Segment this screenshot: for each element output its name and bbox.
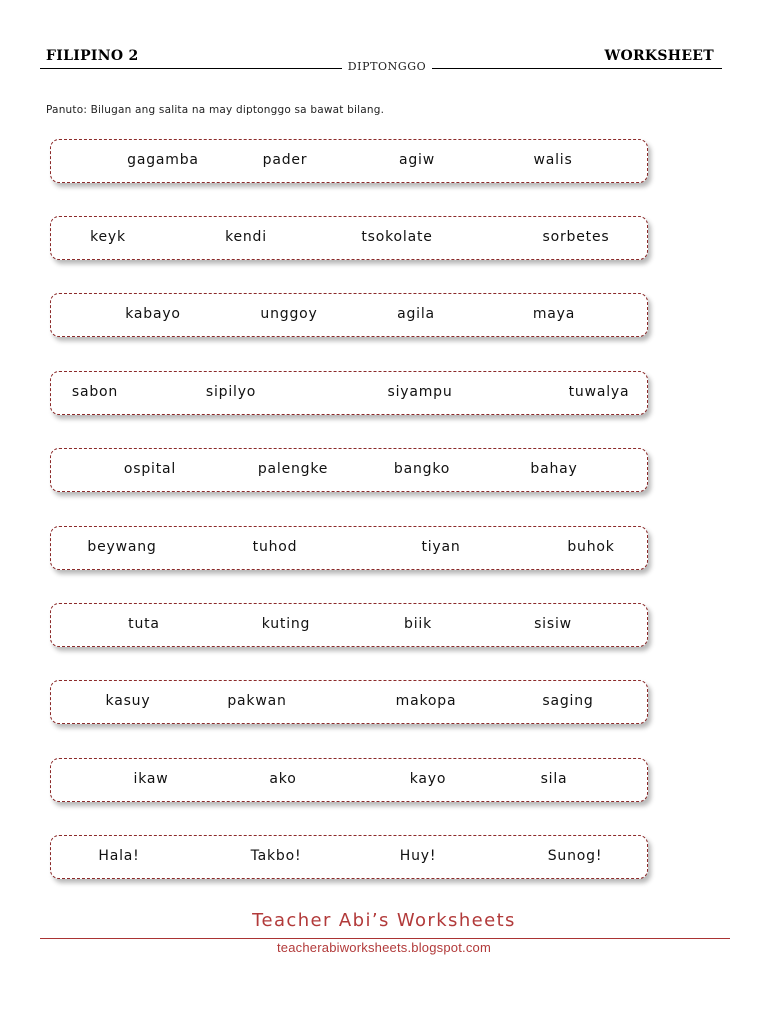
word-row-1 bbox=[50, 139, 648, 183]
header-divider-left bbox=[40, 68, 342, 69]
word-choice[interactable]: gagamba bbox=[127, 152, 199, 168]
word-row-7 bbox=[50, 603, 648, 647]
word-choice[interactable]: kuting bbox=[261, 616, 311, 632]
word-choice[interactable]: kendi bbox=[225, 229, 267, 245]
word-choice[interactable]: sisiw bbox=[534, 616, 572, 632]
word-choice[interactable]: kabayo bbox=[125, 306, 181, 322]
word-choice[interactable]: Hala! bbox=[98, 848, 140, 864]
word-choice[interactable]: pader bbox=[262, 152, 308, 168]
word-row-3 bbox=[50, 293, 648, 337]
word-choice[interactable]: tuwalya bbox=[568, 384, 630, 400]
word-choice[interactable]: unggoy bbox=[260, 306, 318, 322]
header-worksheet-label: WORKSHEET bbox=[604, 48, 714, 64]
word-choice[interactable]: agiw bbox=[398, 152, 436, 168]
word-choice[interactable]: saging bbox=[542, 693, 594, 709]
word-choice[interactable]: kasuy bbox=[105, 693, 151, 709]
word-row-8 bbox=[50, 680, 648, 724]
footer-url[interactable]: teacherabiworksheets.blogspot.com bbox=[277, 940, 491, 955]
word-choice[interactable]: walis bbox=[533, 152, 573, 168]
word-choice[interactable]: beywang bbox=[87, 539, 157, 555]
word-choice[interactable]: makopa bbox=[395, 693, 457, 709]
word-choice[interactable]: pakwan bbox=[227, 693, 287, 709]
word-row-10 bbox=[50, 835, 648, 879]
header-divider-right bbox=[432, 68, 722, 69]
word-row-9 bbox=[50, 758, 648, 802]
word-choice[interactable]: tuhod bbox=[252, 539, 298, 555]
word-choice[interactable]: ako bbox=[269, 771, 297, 787]
word-choice[interactable]: sabon bbox=[71, 384, 119, 400]
word-choice[interactable]: tiyan bbox=[421, 539, 461, 555]
page-title: DIPTONGGO bbox=[347, 60, 427, 73]
word-choice[interactable]: buhok bbox=[567, 539, 615, 555]
word-choice[interactable]: Sunog! bbox=[547, 848, 603, 864]
word-row-2 bbox=[50, 216, 648, 260]
word-choice[interactable]: kayo bbox=[409, 771, 447, 787]
word-choice[interactable]: sipilyo bbox=[205, 384, 257, 400]
word-choice[interactable]: ospital bbox=[123, 461, 177, 477]
header-subject: FILIPINO 2 bbox=[46, 48, 139, 64]
word-choice[interactable]: ikaw bbox=[133, 771, 169, 787]
footer-brand: Teacher Abi’s Worksheets bbox=[252, 910, 516, 931]
word-choice[interactable]: palengke bbox=[257, 461, 329, 477]
word-choice[interactable]: biik bbox=[404, 616, 432, 632]
word-choice[interactable]: bangko bbox=[393, 461, 451, 477]
word-choice[interactable]: tsokolate bbox=[361, 229, 433, 245]
word-choice[interactable]: keyk bbox=[90, 229, 126, 245]
word-choice[interactable]: bahay bbox=[530, 461, 578, 477]
word-choice[interactable]: sila bbox=[540, 771, 568, 787]
word-choice[interactable]: tuta bbox=[128, 616, 160, 632]
word-choice[interactable]: maya bbox=[532, 306, 576, 322]
word-choice[interactable]: Huy! bbox=[399, 848, 437, 864]
footer-divider bbox=[40, 938, 730, 939]
word-row-6 bbox=[50, 526, 648, 570]
instructions: Panuto: Bilugan ang salita na may diptonggo sa bawat bilang. bbox=[46, 104, 385, 116]
word-row-5 bbox=[50, 448, 648, 492]
word-row-4 bbox=[50, 371, 648, 415]
word-choice[interactable]: Takbo! bbox=[250, 848, 302, 864]
word-choice[interactable]: agila bbox=[397, 306, 435, 322]
word-choice[interactable]: siyampu bbox=[387, 384, 453, 400]
word-choice[interactable]: sorbetes bbox=[542, 229, 610, 245]
